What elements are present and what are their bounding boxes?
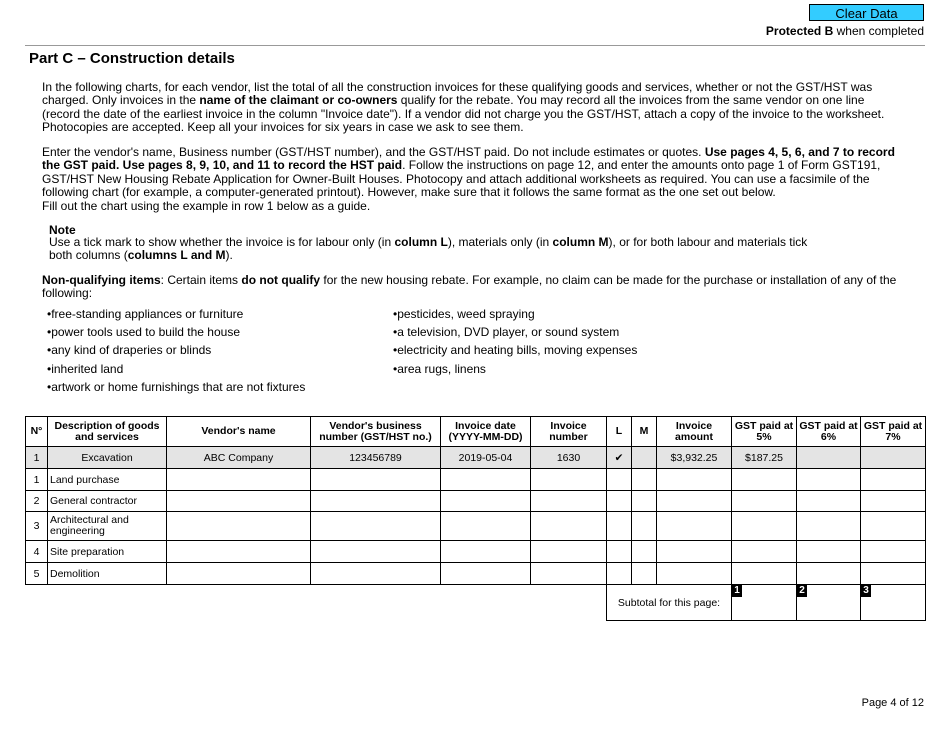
box-number-3: 3 <box>861 585 871 597</box>
subtotal-row <box>26 585 926 621</box>
example-gst5: $187.25 <box>732 447 797 469</box>
col-header-no: N° <box>26 417 48 447</box>
table-header-row <box>26 417 926 447</box>
amount-input[interactable] <box>657 541 732 563</box>
example-invoice-number: 1630 <box>531 447 607 469</box>
col-header-l: L <box>607 417 632 447</box>
gst6-input[interactable] <box>797 512 861 541</box>
row-description: Architectural and engineering <box>48 512 167 541</box>
gst5-input[interactable] <box>732 491 797 512</box>
gst6-input[interactable] <box>797 563 861 585</box>
intro-text-2: qualify for the rebate. You may record all the invoices from the same vendor on one line (record the date of the earliest invoice in the column "Invoice date"). If a vendor did not charge you the GST/HST, attach a copy of the invoice to the worksheet. Photocopies are accepted. Keep all your invoices for six years in case we ask to see them. <box>42 93 885 135</box>
gst7-input[interactable] <box>861 541 926 563</box>
note-text-1: Use a tick mark to show whether the invoice is for labour only (in <box>49 235 395 249</box>
l-checkbox[interactable] <box>607 541 632 563</box>
date-input[interactable] <box>441 541 531 563</box>
row-description: Demolition <box>48 563 167 585</box>
list-item: • a television, DVD player, or sound system <box>393 323 637 341</box>
non-qualifying-paragraph <box>42 274 902 301</box>
row-description: General contractor <box>48 491 167 512</box>
example-vendor: ABC Company <box>167 447 311 469</box>
example-m <box>632 447 657 469</box>
note-text-4: ). <box>225 248 233 263</box>
subtotal-spacer <box>26 585 607 621</box>
note-bold-1: column L <box>394 235 448 249</box>
note-bold-2: column M <box>552 235 609 249</box>
note-text-2: ), materials only (in <box>447 235 553 249</box>
m-checkbox[interactable] <box>632 469 657 491</box>
gst7-input[interactable] <box>861 512 926 541</box>
amount-input[interactable] <box>657 469 732 491</box>
example-business-number: 123456789 <box>311 447 441 469</box>
table-row <box>26 491 926 512</box>
bullet-list-right <box>393 305 637 378</box>
row-number: 3 <box>26 512 48 541</box>
protected-notice <box>766 24 924 38</box>
col-header-invoice-number: Invoice number <box>531 417 607 447</box>
invoice-number-input[interactable] <box>531 541 607 563</box>
business-number-input[interactable] <box>311 491 441 512</box>
vendor-input[interactable] <box>167 512 311 541</box>
gst5-input[interactable] <box>732 541 797 563</box>
amount-input[interactable] <box>657 491 732 512</box>
instr-text-1: Enter the vendor's name, Business number (GST/HST number), and the GST/HST paid. Do not include estimates or quotes. <box>42 145 705 159</box>
example-amount: $3,932.25 <box>657 447 732 469</box>
bullet-list-left <box>47 305 305 396</box>
list-item: • inherited land <box>47 360 305 378</box>
gst5-input[interactable] <box>732 512 797 541</box>
protected-suffix: when completed <box>833 24 924 38</box>
gst5-input[interactable] <box>732 563 797 585</box>
clear-data-button[interactable]: Clear Data <box>809 4 924 21</box>
row-description: Site preparation <box>48 541 167 563</box>
amount-input[interactable] <box>657 512 732 541</box>
col-header-description: Description of goods and services <box>48 417 167 447</box>
note-body <box>49 236 809 263</box>
col-header-gst5: GST paid at 5% <box>732 417 797 447</box>
invoice-number-input[interactable] <box>531 563 607 585</box>
example-gst6 <box>797 447 861 469</box>
example-row <box>26 447 926 469</box>
row-number: 5 <box>26 563 48 585</box>
header-divider <box>25 45 925 46</box>
nonq-bold-2: do not qualify <box>241 273 321 287</box>
construction-table <box>25 416 926 621</box>
business-number-input[interactable] <box>311 541 441 563</box>
invoice-number-input[interactable] <box>531 512 607 541</box>
table-row <box>26 541 926 563</box>
col-header-invoice-date: Invoice date (YYYY-MM-DD) <box>441 417 531 447</box>
list-item: • artwork or home furnishings that are not fixtures <box>47 378 305 396</box>
instr-bold-1: Use pages 4, 5, 6, and 7 to record the GST paid. Use pages 8, 9, 10, and 11 to record the HST paid <box>42 145 895 173</box>
table-row <box>26 512 926 541</box>
list-item: • area rugs, linens <box>393 360 637 378</box>
date-input[interactable] <box>441 563 531 585</box>
col-header-gst6: GST paid at 6% <box>797 417 861 447</box>
date-input[interactable] <box>441 512 531 541</box>
instr-text-3: Fill out the chart using the example in row 1 below as a guide. <box>42 198 371 213</box>
list-item: • any kind of draperies or blinds <box>47 341 305 359</box>
l-checkbox[interactable] <box>607 469 632 491</box>
note-bold-3: columns L and M <box>127 248 226 263</box>
gst6-input[interactable] <box>797 541 861 563</box>
l-checkbox[interactable] <box>607 491 632 512</box>
business-number-input[interactable] <box>311 512 441 541</box>
instructions-paragraph <box>42 146 902 213</box>
business-number-input[interactable] <box>311 563 441 585</box>
vendor-input[interactable] <box>167 541 311 563</box>
gst6-input[interactable] <box>797 491 861 512</box>
row-number: 1 <box>26 469 48 491</box>
nonq-text-1: : Certain items <box>160 273 242 287</box>
row-description: Land purchase <box>48 469 167 491</box>
m-checkbox[interactable] <box>632 563 657 585</box>
subtotal-gst5[interactable] <box>732 585 797 621</box>
date-input[interactable] <box>441 469 531 491</box>
section-title: Part C – Construction details <box>29 50 235 67</box>
example-gst7 <box>861 447 926 469</box>
list-item: • free-standing appliances or furniture <box>47 305 305 323</box>
business-number-input[interactable] <box>311 469 441 491</box>
subtotal-gst7[interactable] <box>861 585 926 621</box>
intro-text-1: In the following charts, for each vendor, list the total of all the construction invoices for these qualifying goods and services, whether or not the GST/HST was charged. Only invoices in the <box>42 80 873 108</box>
gst7-input[interactable] <box>861 469 926 491</box>
m-checkbox[interactable] <box>632 512 657 541</box>
subtotal-label: Subtotal for this page: <box>607 585 732 621</box>
col-header-amount: Invoice amount <box>657 417 732 447</box>
protected-level: Protected B <box>765 24 834 38</box>
col-header-vendor: Vendor's name <box>167 417 311 447</box>
table-row <box>26 469 926 491</box>
gst7-input[interactable] <box>861 491 926 512</box>
gst6-input[interactable] <box>797 469 861 491</box>
subtotal-gst6[interactable] <box>797 585 861 621</box>
page-number: Page 4 of 12 <box>861 697 924 709</box>
box-number-2: 2 <box>797 585 807 597</box>
nonq-bold-1: Non-qualifying items <box>42 273 161 287</box>
col-header-business-number: Vendor's business number (GST/HST no.) <box>311 417 441 447</box>
m-checkbox[interactable] <box>632 541 657 563</box>
note-text-3: ), or for both labour and materials tick both columns ( <box>49 235 808 263</box>
col-header-m: M <box>632 417 657 447</box>
date-input[interactable] <box>441 491 531 512</box>
l-checkbox[interactable] <box>607 563 632 585</box>
col-header-gst7: GST paid at 7% <box>861 417 926 447</box>
amount-input[interactable] <box>657 563 732 585</box>
example-description: Excavation <box>48 447 167 469</box>
l-checkbox[interactable] <box>607 512 632 541</box>
invoice-number-input[interactable] <box>531 491 607 512</box>
intro-paragraph <box>42 81 902 135</box>
list-item: • pesticides, weed spraying <box>393 305 637 323</box>
row-number: 2 <box>26 491 48 512</box>
list-item: • power tools used to build the house <box>47 323 305 341</box>
intro-bold-1: name of the claimant or co-owners <box>199 93 398 108</box>
gst5-input[interactable] <box>732 469 797 491</box>
example-l-checkmark: ✔ <box>607 447 632 469</box>
list-item: • electricity and heating bills, moving expenses <box>393 341 637 359</box>
box-number-1: 1 <box>732 585 742 597</box>
m-checkbox[interactable] <box>632 491 657 512</box>
vendor-input[interactable] <box>167 491 311 512</box>
invoice-number-input[interactable] <box>531 469 607 491</box>
instr-text-2: . Follow the instructions on page 12, and enter the amounts onto page 1 of Form GST191, GST/HST New Housing Rebate Application for Owner-Built Houses. Photocopy and attach additional worksheets as required. You can use a facsimile of the following chart (for example, a computer-generated printout). However, make sure that it follows the same format as the one set out below. <box>42 158 881 200</box>
row-number: 4 <box>26 541 48 563</box>
vendor-input[interactable] <box>167 469 311 491</box>
table-row <box>26 563 926 585</box>
vendor-input[interactable] <box>167 563 311 585</box>
gst7-input[interactable] <box>861 563 926 585</box>
nonq-text-2: for the new housing rebate. For example, no claim can be made for the purchase or installation of any of the following: <box>42 273 897 301</box>
note-title: Note <box>49 223 76 237</box>
example-no: 1 <box>26 447 48 469</box>
example-date: 2019-05-04 <box>441 447 531 469</box>
